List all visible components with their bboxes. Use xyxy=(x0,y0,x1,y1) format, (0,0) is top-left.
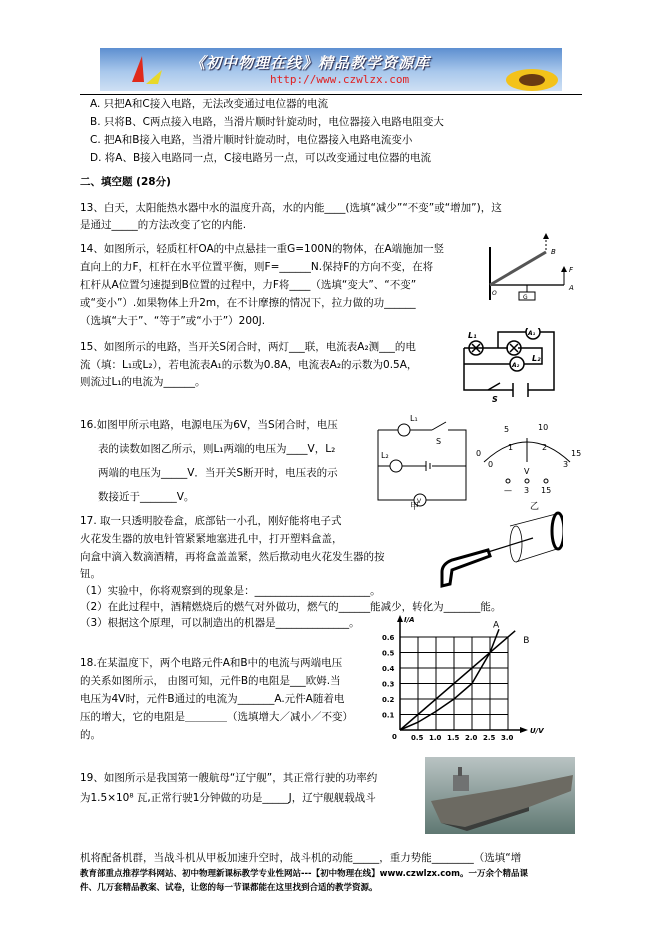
x-tick-label: 3.0 xyxy=(501,734,514,742)
q16-line: 数接近于_______V。 xyxy=(98,491,195,503)
banner-title: 《初中物理在线》精品教学资源库 xyxy=(190,54,431,72)
q15-line: 则流过L₁的电流为______。 xyxy=(80,376,206,388)
site-banner xyxy=(100,48,562,91)
lever-label-o: O xyxy=(492,290,497,297)
q17-line: 钮。 xyxy=(80,568,101,580)
scale-top-10: 10 xyxy=(538,423,549,432)
origin-label: 0 xyxy=(392,733,397,741)
meter-label-v: V xyxy=(524,467,530,476)
terminal-minus: — xyxy=(504,486,512,495)
q17-item-2: （2）在此过程中，酒精燃烧后的燃气对外做功，燃气的______能减少，转化为_______能。 xyxy=(80,601,502,613)
q17-line: 向盒中滴入数滴酒精，再将盒盖盖紧，然后揿动电火花发生器的按 xyxy=(80,551,385,563)
y-tick-label: 0.3 xyxy=(382,680,395,689)
series-label-b: B xyxy=(523,635,530,646)
q13-line: 13、白天，太阳能热水器中水的温度升高，水的内能____(选填“减少”“不变”或“增加”)，这 xyxy=(80,202,502,214)
x-tick-label: 1.0 xyxy=(429,734,442,742)
q19-line: 19、如图所示是我国第一艘航母“辽宁舰”，其正常行驶的功率约 xyxy=(80,772,378,784)
q14-line: （选填“大于”、“等于”或“小于”）200J. xyxy=(80,315,266,327)
terminal-15: 15 xyxy=(541,486,552,495)
q14-line: 14、如图所示，轻质杠杆OA的中点悬挂一重G=100N的物体，在A端施加一竖 xyxy=(80,243,445,255)
x-axis-label: U/V xyxy=(530,727,544,735)
section-heading: 二、填空题 (28分) xyxy=(80,176,171,188)
q19-line: 机将配备机群，当战斗机从甲板加速升空时，战斗机的动能_____，重力势能________（选填“增 xyxy=(80,852,522,864)
lever-label-b: B xyxy=(551,248,556,256)
q16-line: 两端的电压为_____V．当开关S断开时，电压表的示 xyxy=(98,467,338,479)
footer-line: 件、几万套精品教案、试卷，让您的每一节课都能在这里找到合适的教学资源。 xyxy=(80,883,378,893)
y-tick-label: 0.2 xyxy=(382,696,395,704)
q16-line: 表的读数如图乙所示，则L₁两端的电压为____V，L₂ xyxy=(98,443,336,455)
header-rule xyxy=(80,94,582,95)
q15-line: 15、如图所示的电路，当开关S闭合时，两灯___联，电流表A₂测___的电 xyxy=(80,341,416,353)
circuit-jia-figure xyxy=(370,412,470,512)
lever-label-a: A xyxy=(569,284,574,292)
q14-line: 或“变小”）.如果物体上升2m，在不计摩擦的情况下，拉力做的功______ xyxy=(80,297,416,309)
q15-line: 流（填：L₁或L₂），若电流表A₁的示数为0.8A，电流表A₂的示数为0.5A， xyxy=(80,359,418,371)
option-d: D. 将A、B接入电路同一点，C接电路另一点，可以改变通过电位器的电流 xyxy=(90,152,431,164)
scale-bottom-0: 0 xyxy=(488,460,494,469)
option-a: A. 只把A和C接入电路，无法改变通过电位器的电流 xyxy=(90,98,329,110)
scale-top-5: 5 xyxy=(504,425,510,434)
q15-label-l1: L₁ xyxy=(468,331,477,340)
lever-figure xyxy=(484,232,584,310)
sunflower-icon xyxy=(500,60,560,91)
figure-label-jia: 甲 xyxy=(410,502,420,512)
scale-bottom-3: 3 xyxy=(563,460,569,469)
spark-generator-figure xyxy=(428,508,563,588)
q18-line: 电压为4V时，元件B通过的电流为_______A.元件A随着电 xyxy=(80,693,345,705)
jia-label-l1: L₁ xyxy=(410,414,418,423)
q18-line: 的。 xyxy=(80,729,101,741)
q17-line: 火花发生器的放电针管紧紧地塞进孔中，打开塑料盒盖， xyxy=(80,533,343,545)
q15-label-l2: L₂ xyxy=(532,354,541,363)
figure-label-yi: 乙 xyxy=(530,502,540,512)
q15-label-a2: A₂ xyxy=(512,362,520,369)
footer-line: 教育部重点推荐学科网站、初中物理新课标教学专业性网站---【初中物理在线】www.czwlzx.com。一万余个精品课 xyxy=(80,869,528,879)
x-tick-label: 1.5 xyxy=(447,734,460,742)
q17-line: 17. 取一只透明胶卷盒，底部钻一小孔，刚好能将电子式 xyxy=(80,515,342,527)
q18-line: 18.在某温度下，两个电路元件A和B中的电流与两端电压 xyxy=(80,657,343,669)
scale-top-0: 0 xyxy=(476,449,482,458)
series-label-a: A xyxy=(493,620,500,631)
series-line-b xyxy=(400,631,515,730)
q18-line: 的关系如图所示， 由图可知，元件B的电阻是___欧姆.当 xyxy=(80,675,341,687)
y-tick-label: 0.6 xyxy=(382,634,395,642)
iv-chart xyxy=(380,612,580,746)
q15-circuit-figure xyxy=(458,328,564,404)
jia-label-v: V xyxy=(417,498,422,505)
q18-line: 压的增大，它的电阻是＿＿＿＿（选填增大／减小／不变） xyxy=(80,711,353,723)
q13-line: 是通过_____的方法改变了它的内能. xyxy=(80,219,247,231)
q15-label-s: S xyxy=(492,395,498,404)
banner-url: http://www.czwlzx.com xyxy=(270,73,410,86)
option-b: B. 只将B、C两点接入电路，当滑片顺时针旋动时，电位器接入电路电阻变大 xyxy=(90,116,444,128)
site-logo-icon xyxy=(128,54,168,88)
aircraft-carrier-photo xyxy=(425,757,575,834)
x-tick-label: 2.5 xyxy=(483,734,496,742)
q15-label-a1: A₁ xyxy=(528,330,536,337)
q17-item-3: （3）根据这个原理，可以制造出的机器是______________。 xyxy=(80,617,360,629)
voltmeter-yi-figure xyxy=(472,412,582,512)
scale-bottom-2: 2 xyxy=(542,443,548,452)
q16-line: 16.如图甲所示电路，电源电压为6V，当S闭合时，电压 xyxy=(80,419,338,431)
q14-line: 直向上的力F，杠杆在水平位置平衡，则F=______N.保持F的方向不变，在将 xyxy=(80,261,434,273)
x-tick-label: 0.5 xyxy=(411,734,424,742)
q14-line: 杠杆从A位置匀速提到B位置的过程中，力F将____（选填“变大”、“不变” xyxy=(80,279,417,291)
jia-label-s: S xyxy=(436,437,442,446)
y-tick-label: 0.5 xyxy=(382,649,395,658)
terminal-3: 3 xyxy=(524,486,530,495)
x-tick-label: 2.0 xyxy=(465,734,478,742)
y-tick-label: 0.1 xyxy=(382,711,395,720)
y-axis-label: I/A xyxy=(404,616,415,624)
q17-item-1: （1）实验中，你将观察到的现象是：______________________。 xyxy=(80,585,381,597)
y-tick-label: 0.4 xyxy=(382,665,395,673)
lever-label-f: F xyxy=(569,266,574,274)
scale-top-15: 15 xyxy=(571,449,582,458)
option-c: C. 把A和B接入电路，当滑片顺时针旋动时，电位器接入电路电流变小 xyxy=(90,134,413,146)
q19-line: 为1.5×10⁸ 瓦,正常行驶1分钟做的功是_____J，辽宁舰舰载战斗 xyxy=(80,792,376,804)
jia-label-l2: L₂ xyxy=(381,451,389,460)
scale-bottom-1: 1 xyxy=(508,443,514,452)
lever-label-g: G xyxy=(523,294,528,301)
